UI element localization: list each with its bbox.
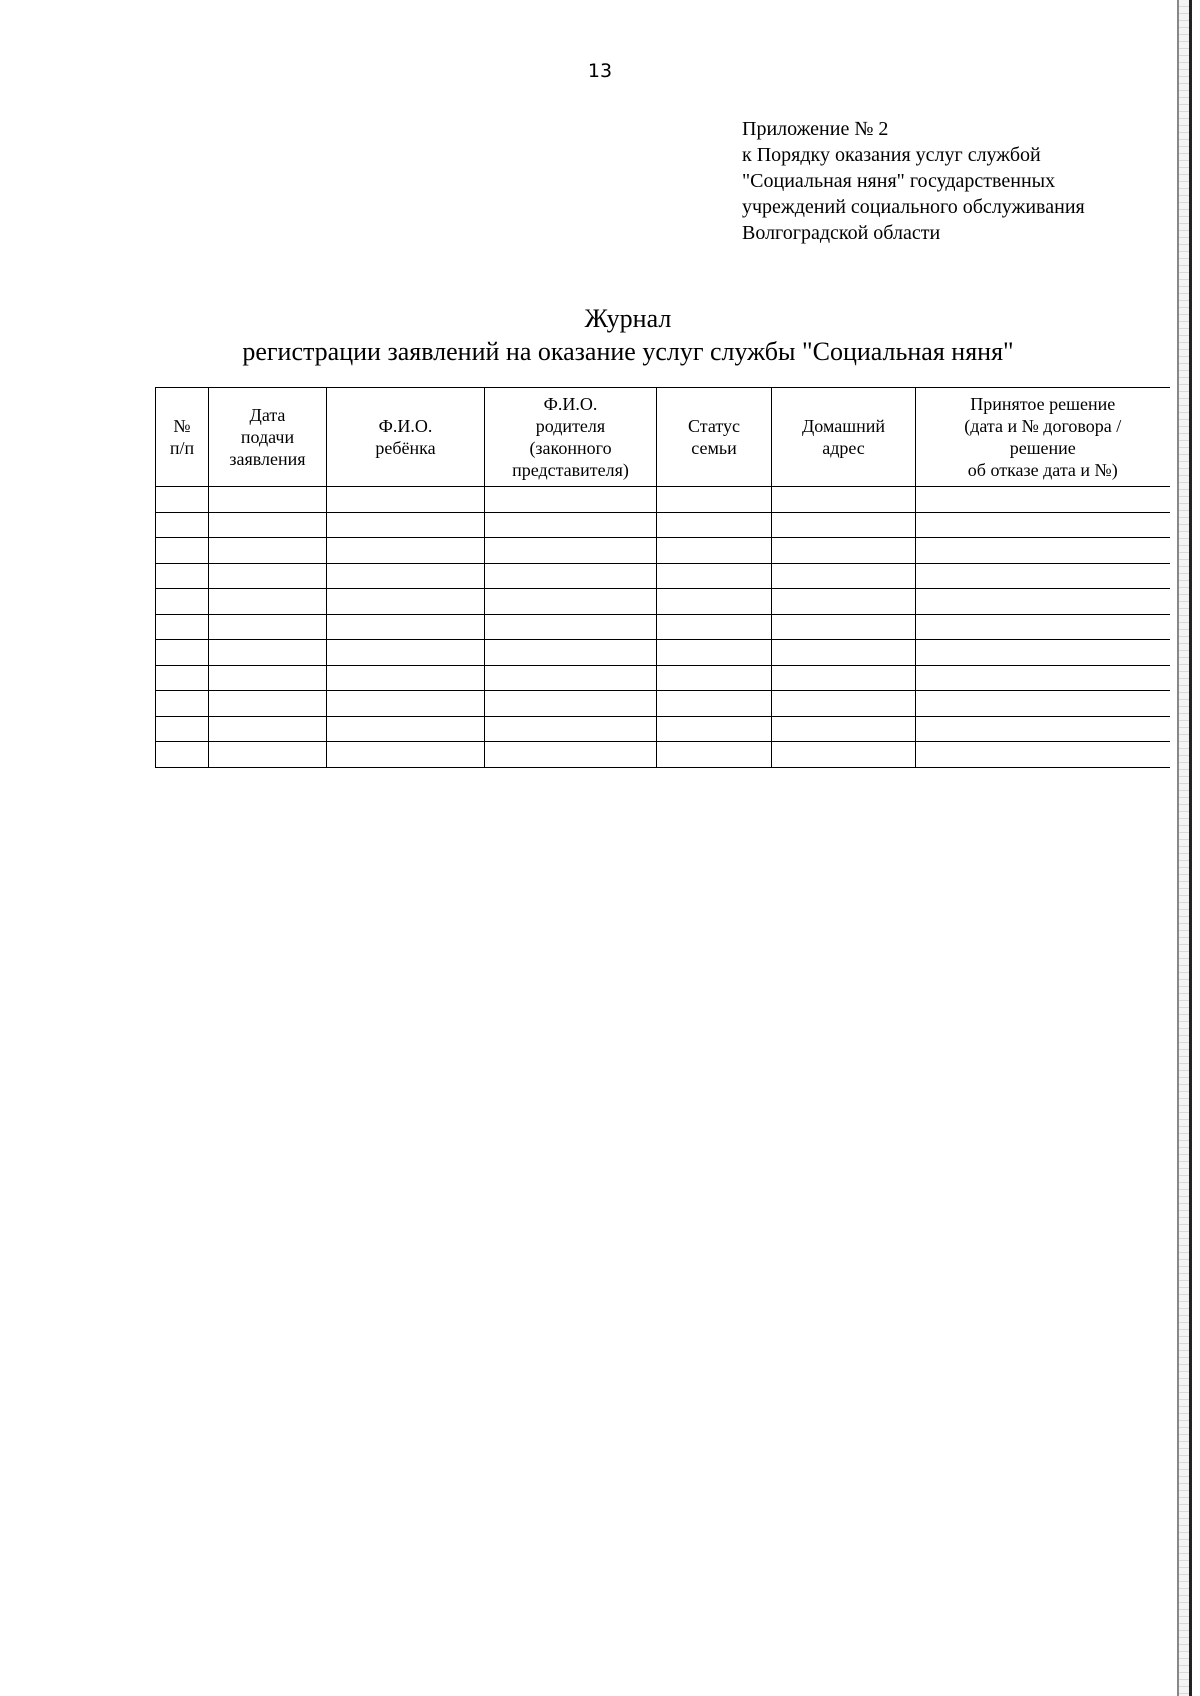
col-header-child-name: [327, 388, 485, 487]
table-row: [156, 640, 1170, 666]
table-cell: [156, 742, 209, 768]
table-cell: [327, 563, 485, 589]
table-cell: [772, 665, 916, 691]
table-row: [156, 691, 1170, 717]
header-text: решение: [1009, 438, 1076, 458]
table-cell: [327, 614, 485, 640]
table-cell: [916, 487, 1170, 513]
header-text: №: [173, 416, 191, 436]
table-cell: [657, 614, 772, 640]
table-cell: [327, 691, 485, 717]
table-cell: [657, 742, 772, 768]
table-cell: [657, 640, 772, 666]
table-cell: [772, 512, 916, 538]
table-cell: [916, 665, 1170, 691]
journal-table-body: [156, 487, 1170, 768]
header-text: представителя): [512, 460, 629, 480]
table-cell: [327, 487, 485, 513]
col-header-date: [209, 388, 327, 487]
table-cell: [485, 665, 657, 691]
table-cell: [156, 589, 209, 615]
table-cell: [327, 512, 485, 538]
table-cell: [485, 640, 657, 666]
table-cell: [327, 665, 485, 691]
table-cell: [916, 716, 1170, 742]
table-cell: [209, 742, 327, 768]
table-row: [156, 742, 1170, 768]
table-row: [156, 614, 1170, 640]
col-header-home-address: [772, 388, 916, 487]
page-number: 13: [587, 60, 613, 82]
table-header-row: [156, 388, 1170, 487]
header-text: Ф.И.О.: [378, 416, 433, 436]
table-cell: [485, 512, 657, 538]
table-cell: [485, 691, 657, 717]
table-cell: [772, 487, 916, 513]
header-text: Дата: [249, 405, 286, 425]
col-header-decision: [916, 388, 1170, 487]
table-cell: [485, 614, 657, 640]
table-cell: [327, 589, 485, 615]
table-cell: [209, 640, 327, 666]
table-cell: [657, 487, 772, 513]
table-cell: [916, 691, 1170, 717]
table-row: [156, 589, 1170, 615]
appendix-line: "Социальная няня" государственных: [742, 170, 1056, 192]
table-cell: [209, 512, 327, 538]
header-text: об отказе дата и №): [967, 460, 1118, 480]
table-cell: [485, 716, 657, 742]
table-row: [156, 563, 1170, 589]
header-text: заявления: [229, 449, 306, 469]
table-cell: [916, 640, 1170, 666]
table-cell: [916, 538, 1170, 564]
table-cell: [916, 563, 1170, 589]
header-text: п/п: [169, 438, 195, 458]
table-cell: [916, 742, 1170, 768]
table-cell: [916, 614, 1170, 640]
table-cell: [209, 538, 327, 564]
table-cell: [327, 640, 485, 666]
appendix-line: Приложение № 2: [742, 118, 889, 140]
table-cell: [485, 589, 657, 615]
header-text: Ф.И.О.: [543, 394, 598, 414]
table-cell: [485, 563, 657, 589]
table-cell: [209, 665, 327, 691]
table-row: [156, 538, 1170, 564]
table-cell: [657, 691, 772, 717]
table-cell: [209, 589, 327, 615]
table-cell: [772, 563, 916, 589]
table-cell: [772, 614, 916, 640]
col-header-number: [156, 388, 209, 487]
appendix-note: [742, 116, 1182, 246]
table-cell: [657, 512, 772, 538]
table-cell: [772, 691, 916, 717]
table-cell: [657, 716, 772, 742]
table-row: [156, 487, 1170, 513]
table-cell: [772, 742, 916, 768]
title-line-1: Журнал: [584, 304, 672, 333]
appendix-line: Волгоградской области: [742, 222, 941, 244]
header-text: подачи: [240, 427, 295, 447]
appendix-line: к Порядку оказания услуг службой: [742, 144, 1041, 166]
header-text: адрес: [822, 438, 865, 458]
table-cell: [916, 589, 1170, 615]
table-cell: [209, 614, 327, 640]
table-cell: [327, 716, 485, 742]
table-cell: [156, 512, 209, 538]
table-cell: [327, 742, 485, 768]
header-text: (законного: [529, 438, 612, 458]
header-text: родителя: [535, 416, 606, 436]
table-cell: [156, 563, 209, 589]
table-cell: [772, 640, 916, 666]
header-text: (дата и № договора /: [964, 416, 1122, 436]
table-cell: [657, 589, 772, 615]
table-cell: [209, 563, 327, 589]
table-cell: [485, 538, 657, 564]
col-header-parent-name: [485, 388, 657, 487]
table-cell: [916, 512, 1170, 538]
table-cell: [772, 538, 916, 564]
table-cell: [209, 487, 327, 513]
document-title: [0, 302, 1200, 368]
header-text: Принятое решение: [970, 394, 1116, 414]
table-cell: [485, 742, 657, 768]
table-cell: [156, 487, 209, 513]
table-cell: [209, 716, 327, 742]
table-row: [156, 716, 1170, 742]
table-cell: [156, 665, 209, 691]
table-cell: [156, 538, 209, 564]
table-row: [156, 665, 1170, 691]
table-cell: [485, 487, 657, 513]
journal-table: [155, 387, 1170, 768]
scan-edge: [1177, 0, 1192, 1696]
table-cell: [657, 665, 772, 691]
table-cell: [657, 538, 772, 564]
table-cell: [327, 538, 485, 564]
table-cell: [156, 614, 209, 640]
table-cell: [772, 716, 916, 742]
table-cell: [156, 691, 209, 717]
header-text: ребёнка: [375, 438, 436, 458]
header-text: семьи: [691, 438, 737, 458]
appendix-line: учреждений социального обслуживания: [742, 196, 1085, 218]
title-line-2: регистрации заявлений на оказание услуг службы "Социальная няня": [242, 337, 1014, 366]
col-header-family-status: [657, 388, 772, 487]
table-cell: [657, 563, 772, 589]
table-cell: [209, 691, 327, 717]
header-text: Статус: [688, 416, 740, 436]
table-row: [156, 512, 1170, 538]
table-cell: [156, 716, 209, 742]
table-cell: [156, 640, 209, 666]
table-cell: [772, 589, 916, 615]
header-text: Домашний: [802, 416, 885, 436]
